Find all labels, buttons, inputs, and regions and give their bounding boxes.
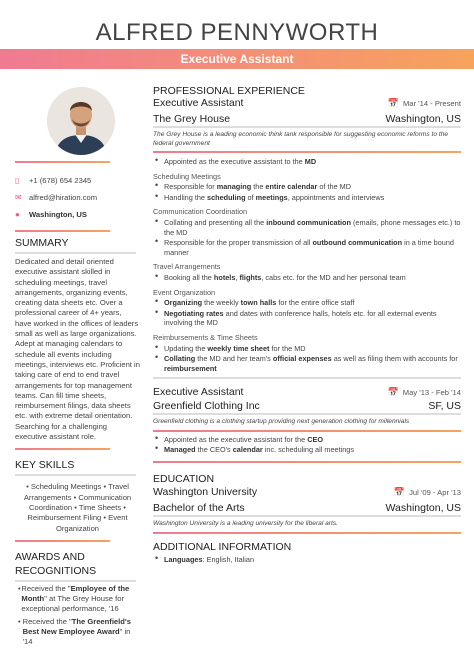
award-name: Employee of the Month bbox=[21, 583, 130, 604]
main-content bbox=[153, 84, 461, 564]
divider bbox=[153, 515, 461, 517]
email-row bbox=[15, 190, 140, 207]
divider bbox=[15, 448, 110, 450]
contact-block bbox=[15, 173, 140, 224]
education-title: EDUCATION bbox=[153, 473, 215, 486]
calendar-icon: 📅 bbox=[387, 387, 399, 398]
calendar-icon: 📅 bbox=[387, 98, 399, 108]
divider bbox=[15, 161, 110, 163]
list-item: • Organizing the weekly town halls for the entire office staff bbox=[153, 298, 461, 308]
phone-text: +1 (678) 654 2345 bbox=[29, 176, 92, 186]
job-header bbox=[153, 99, 461, 109]
company-row bbox=[153, 112, 461, 125]
subsection-title: Reimbursements & Time Sheets bbox=[153, 332, 258, 342]
award-item: • Received the "The Greenfield's Best New Employee Award" in '14 bbox=[18, 616, 131, 647]
bullet-list bbox=[153, 435, 461, 455]
role-banner: Executive Assistant bbox=[0, 49, 474, 69]
company-description: Greenfield clothing is a clothing startup providing next generation clothing for millennials bbox=[153, 418, 410, 426]
award-text: " in '14 bbox=[22, 627, 131, 647]
phone-icon: ▯ bbox=[15, 176, 20, 186]
list-item: • Responsible for the proper transmission of all outbound communication in a time bound manner bbox=[153, 238, 461, 257]
divider bbox=[153, 151, 461, 153]
divider bbox=[15, 474, 136, 476]
divider bbox=[153, 413, 461, 415]
company-row bbox=[153, 399, 461, 412]
education-header bbox=[153, 488, 461, 498]
award-text: Received the " bbox=[22, 616, 72, 626]
company-name: Greenfield Clothing Inc bbox=[153, 399, 260, 412]
job-title: Executive Assistant bbox=[153, 386, 244, 399]
job-header bbox=[153, 388, 461, 398]
divider bbox=[15, 580, 136, 582]
company-description: The Grey House is a leading economic think tank responsible for suggesting economic reforms to the federal government bbox=[153, 131, 449, 147]
subsection-title: Communication Coordination bbox=[153, 207, 248, 217]
job-title: Executive Assistant bbox=[153, 97, 244, 109]
subsection-title: Scheduling Meetings bbox=[153, 171, 221, 181]
summary-title: SUMMARY bbox=[15, 237, 69, 249]
list-item: • Handling the scheduling of meetings, appointments and interviews bbox=[153, 193, 461, 203]
degree-row bbox=[153, 501, 461, 514]
bullet-list bbox=[153, 344, 461, 374]
school-name: Washington University bbox=[153, 486, 258, 499]
list-item: • Languages: English, Italian bbox=[153, 555, 461, 565]
divider bbox=[153, 377, 461, 379]
list-item: • Appointed as the executive assistant to the MD bbox=[153, 157, 461, 167]
subsection-title: Travel Arrangements bbox=[153, 262, 221, 272]
divider bbox=[15, 540, 110, 542]
list-item: • Collating the MD and her team's official expenses as well as filing them with accounts for reimbursement bbox=[153, 354, 461, 373]
bullet-list bbox=[153, 555, 461, 565]
email-icon: ✉ bbox=[15, 193, 22, 203]
degree-name: Bachelor of the Arts bbox=[153, 501, 245, 514]
bullet-list bbox=[153, 298, 461, 328]
divider bbox=[153, 126, 461, 128]
experience-title: PROFESSIONAL EXPERIENCE bbox=[153, 85, 305, 97]
calendar-icon: 📅 bbox=[393, 487, 406, 498]
bullet-list bbox=[153, 218, 461, 257]
list-item: • Responsible for managing the entire calendar of the MD bbox=[153, 182, 461, 192]
list-item: • Updating the weekly time sheet for the MD bbox=[153, 344, 461, 354]
job-dates: May '13 - Feb '14 bbox=[402, 388, 461, 398]
list-item: • Collating and presenting all the inbound communication (emails, phone messages etc.) to the MD bbox=[153, 218, 461, 237]
email-text[interactable]: alfred@hiration.com bbox=[29, 193, 98, 203]
company-location: Washington, US bbox=[385, 112, 461, 125]
location-text: Washington, US bbox=[29, 210, 87, 220]
job-dates: Mar '14 - Present bbox=[402, 99, 461, 108]
skills-title: KEY SKILLS bbox=[15, 459, 75, 472]
awards-title: AWARDS AND RECOGNITIONS bbox=[15, 550, 97, 577]
location-row bbox=[15, 207, 140, 224]
divider bbox=[153, 461, 461, 463]
sidebar bbox=[15, 78, 140, 648]
list-item: • Appointed as the executive assistant for the CEO bbox=[153, 435, 461, 445]
list-item: • Negotiating rates and dates with conference halls, hotels etc. for all external events involving the MD bbox=[153, 309, 461, 328]
award-item: • Received the "Employee of the Month" at The Grey House for exceptional performance, '16 bbox=[18, 583, 130, 614]
location-pin-icon: ● bbox=[15, 210, 20, 220]
bullet-list bbox=[153, 273, 461, 283]
company-location: SF, US bbox=[428, 399, 461, 412]
divider bbox=[15, 230, 110, 232]
avatar bbox=[47, 87, 115, 155]
bullet-list bbox=[153, 182, 461, 202]
list-item: • Managed the CEO's calendar inc. scheduling all meetings bbox=[153, 445, 461, 455]
summary-text: Dedicated and detail oriented executive assistant skilled in scheduling meetings, travel arrangements, organizing events, creating data sheets etc. Over a professional career of 4+ years, have worked in the offices of leaders small as well as large organizations. Adept at managing calendars to schedule all events including meetings, interviews etc. Proficient in taking care of end to end travel arrangements for top management teams. Can fill time sheets, reimbursement filings, data sheets etc. with extreme detail orientation. Searching for a challenging executive assistant role. bbox=[15, 257, 140, 442]
school-location: Washington, US bbox=[385, 501, 461, 514]
skills-list: • Scheduling Meetings • Travel Arrangements • Communication Coordination • Time Sheets • Reimbursement Filing • Event Organization bbox=[23, 482, 132, 533]
school-description: Washington University is a leading university for the liberal arts. bbox=[153, 520, 338, 528]
divider bbox=[153, 532, 461, 534]
divider bbox=[153, 430, 461, 432]
education-dates: Jul '09 - Apr '13 bbox=[409, 488, 461, 498]
additional-title: ADDITIONAL INFORMATION bbox=[153, 540, 292, 553]
phone-row bbox=[15, 173, 140, 190]
award-text: " at The Grey House for exceptional performance, '16 bbox=[21, 594, 124, 614]
award-text: Received the " bbox=[21, 583, 71, 593]
candidate-name: ALFRED PENNYWORTH bbox=[95, 19, 379, 46]
company-name: The Grey House bbox=[153, 112, 231, 125]
divider bbox=[15, 252, 136, 254]
award-name: The Greenfield's Best New Employee Award bbox=[22, 616, 131, 637]
list-item: • Booking all the hotels, flights, cabs etc. for the MD and her personal team bbox=[153, 273, 461, 283]
bullet-list bbox=[153, 157, 461, 167]
subsection-title: Event Organization bbox=[153, 287, 216, 297]
